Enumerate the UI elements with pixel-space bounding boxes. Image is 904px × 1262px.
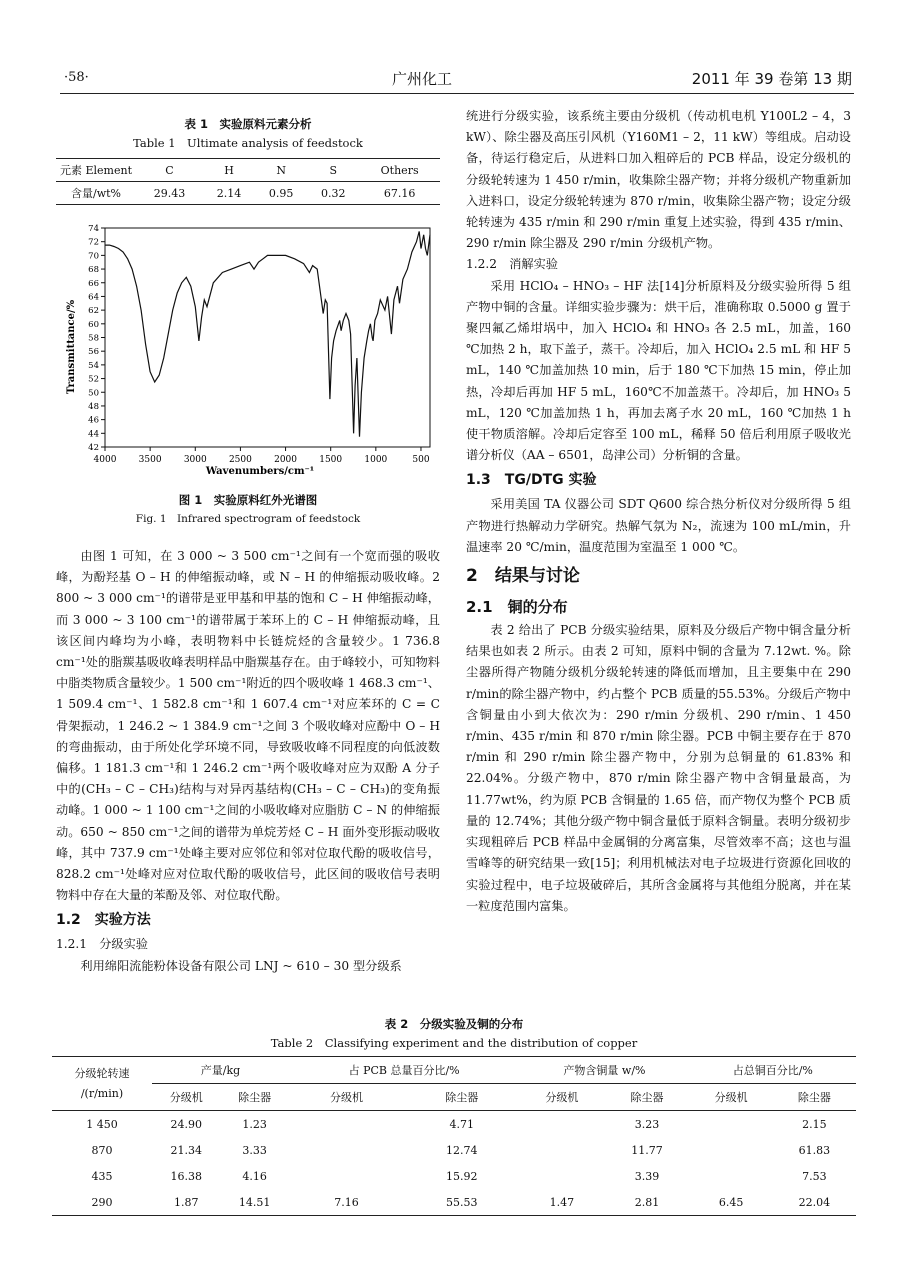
issue-info: 2011 年 39 卷第 13 期 [691,70,852,88]
x-tick-label: 1500 [319,455,343,465]
table2-cell: 3.23 [604,1111,689,1138]
chart-axes [88,224,430,465]
section-heading-1-2: 1.2 实验方法 [56,912,151,929]
table1-caption [56,116,440,151]
section-heading-2-1: 2.1 铜的分布 [466,598,568,617]
x-tick-label: 4000 [93,455,117,465]
table-row [52,1137,856,1163]
body-paragraph: 利用绵阳流能粉体设备有限公司 LNJ ~ 610 – 30 型分级系 [80,958,402,973]
table1-head-cell: H [203,159,255,182]
y-tick-label: 46 [88,415,99,426]
table2-cell: 435 [91,1169,113,1183]
table2-col0-unit: /(r/min) [80,1086,124,1100]
table1-head-cell: S [307,159,359,182]
table2-cell: 1 450 [52,1111,152,1138]
table1-head-cell: Others [359,159,440,182]
y-tick-label: 66 [88,278,99,289]
table2-cell: 4.71 [404,1111,519,1138]
table2-cell: 22.04 [773,1189,856,1216]
table2-sub-header: 分级机 [330,1091,363,1104]
table1-cell: 29.43 [136,182,203,205]
table1-title-cn: 表 1 实验原料元素分析 [184,117,312,131]
table2-cell: 290 [52,1189,152,1216]
table2-group-header: 产量/kg [152,1057,289,1084]
table2-cell [289,1137,404,1163]
table2-cell: 15.92 [445,1169,478,1183]
table-row [52,1111,856,1138]
section-heading-1-3: 1.3 TG/DTG 实验 [466,472,597,489]
table-row [52,1163,856,1189]
figure1-caption-cn: 图 1 实验原料红外光谱图 [178,493,318,507]
table2-sub-header: 分级机 [714,1091,748,1104]
right-column [466,106,851,917]
table2-sub-header: 除尘器 [445,1091,479,1104]
y-tick-label: 62 [88,306,99,317]
table2-title-en: Table 2 Classifying experiment and the distribution of copper [270,1036,638,1050]
table2-cell: 11.77 [631,1143,663,1157]
table2-cell: 21.34 [170,1143,202,1157]
table1-cell: 含量/wt% [56,182,136,205]
y-tick-label: 74 [88,224,99,234]
figure1-caption [56,492,440,526]
table-row [52,1189,856,1216]
table2-cell: 14.51 [220,1189,288,1216]
y-tick-label: 58 [88,333,99,344]
table2-sub-row [52,1084,856,1111]
table1 [56,158,440,205]
x-tick-label: 1000 [364,455,388,465]
table2-cell: 24.90 [152,1111,220,1138]
plot-frame [105,228,430,447]
table2-group-header: 占总铜百分比/% [690,1057,856,1084]
y-tick-label: 50 [88,388,99,399]
table1-header-row [56,159,440,182]
table2-cell [289,1163,404,1189]
ir-spectrum-chart [60,222,440,482]
table2-cell: 2.81 [604,1189,689,1216]
x-tick-label: 2000 [274,455,298,465]
y-tick-label: 56 [88,347,99,358]
table2-col0-title: 分级轮转速 [74,1066,130,1080]
y-tick-label: 68 [88,265,99,276]
body-paragraph: 采用 HClO₄ – HNO₃ – HF 法[14]分析原料及分级实验所得 5 组产物中铜的含量。详细实验步骤为：烘干后，准确称取 0.5000 g 置于聚四氟乙烯坩埚中，加入 HClO₄ 和 HNO₃ 各 2.5 mL，加盖，160 ℃加热 2 h，取下盖子，蒸干。冷却后，加入 HClO₄ 2.5 mL 和 HF 5 mL，140 ℃加盖加热 10 min，后于 180 ℃下加热 15 min，停止加热，冷却后再加 HF 5 mL，160℃不加盖蒸干。冷却后，加 HNO₃ 5 mL，120 ℃加盖加热 1 h，再加去离子水 20 mL，160 ℃加热 1 h 使干物质溶解。冷却后定容至 100 mL，稀释 50 倍后利用原子吸收光谱分析仪（AA – 6501，岛津公司）分析铜的含量。 [466,278,851,463]
table2-cell [289,1111,404,1138]
table2-col0-header [52,1057,152,1111]
y-tick-label: 70 [88,251,99,262]
table2-cell: 1.87 [152,1189,220,1216]
table2-cell: 3.33 [242,1143,267,1157]
y-tick-label: 44 [88,429,99,440]
left-column [56,546,440,977]
header-rule [60,93,854,94]
y-tick-label: 48 [88,401,99,412]
table2-cell: 1.23 [220,1111,288,1138]
body-paragraph: 统进行分级实验，该系统主要由分级机（传动机电机 Y100L2 – 4，3 kW）、除尘器及高压引风机（Y160M1 – 2，11 kW）等组成。启动设备，待运行稳定后，从进料口加入粗碎后的 PCB 样品，设定分级机的分级轮转速为 1 450 r/min，收集除尘器产物；并将分级机产物重新加入进料口，设定分级轮转速为 870 r/min，收集除尘器产物；设定分级轮转速为 435 r/min 和 290 r/min 重复上述实验，得到 435 r/min、290 r/min 除尘器及 290 r/min 分级机产物。 [466,109,851,251]
table2-sub-header: 除尘器 [797,1091,831,1104]
section-heading-2: 2 结果与讨论 [466,566,580,587]
table2-group-header: 产物含铜量 w/% [519,1057,689,1084]
table1-cell: 0.32 [307,182,359,205]
y-tick-label: 64 [88,292,99,303]
journal-name: 广州化工 [392,70,453,88]
table2-cell: 7.53 [802,1169,827,1183]
x-tick-label: 3000 [183,455,207,465]
table2-cell [690,1163,773,1189]
body-paragraph: 采用美国 TA 仪器公司 SDT Q600 综合热分析仪对分级所得 5 组产物进行热解动力学研究。热解气氛为 N₂，流速为 100 mL/min，升温速率 20 ℃/min，温度范围为室温至 1 000 ℃。 [466,497,851,554]
table2-group-row [52,1057,856,1084]
x-axis-label: Wavenumbers/cm⁻¹ [205,466,315,477]
table2-cell: 55.53 [404,1189,519,1216]
y-tick-label: 60 [88,319,99,330]
table1-head-cell: N [255,159,307,182]
table2-cell: 2.15 [773,1111,856,1138]
table1-data-row [56,182,440,205]
spectrum-line [105,231,430,436]
y-tick-label: 42 [88,443,99,453]
table1-head-cell: C [136,159,203,182]
y-axis-label: Transmittance/% [66,299,77,395]
body-paragraph: 由图 1 可知，在 3 000 ~ 3 500 cm⁻¹之间有一个宽而强的吸收峰，为酚羟基 O – H 的伸缩振动峰，或 N – H 的伸缩振动吸收峰。2 800 ~ 3 000 cm⁻¹的谱带是亚甲基和甲基的饱和 C – H 伸缩振动峰，而 3 000 ~ 3 100 cm⁻¹的谱带属于苯环上的 C – H 伸缩振动峰，且该区间内峰均为小峰，表明物料中长链烷烃的含量较少。1 736.8 cm⁻¹处的脂羰基吸收峰表明样品中脂羰基存在。由于峰较小，可知物料中脂类物质含量较少。1 500 cm⁻¹附近的四个吸收峰 1 468.3 cm⁻¹、1 509.4 cm⁻¹、1 582.8 cm⁻¹和 1 607.4 cm⁻¹对应苯环的 C = C 骨架振动，1 246.2 ~ 1 384.9 cm⁻¹之间 3 个吸收峰对应酚中 O – H 的弯曲振动，由于所处化学环境不同，导致吸收峰不同程度的向低波数偏移。1 181.3 cm⁻¹和 1 246.2 cm⁻¹两个吸收峰对应为双酚 A 分子中的(CH₃ – C – CH₃)结构与对异丙基结构(CH₃ – C – CH₃)的变角振动峰。1 000 ~ 1 100 cm⁻¹之间的小吸收峰对应脂肪 C – N 的伸缩振动。650 ~ 850 cm⁻¹之间的谱带为单烷芳烃 C – H 面外变形振动吸收峰，其中 737.9 cm⁻¹处峰主要对应邻位和邻对位取代酚的吸收信号，828.2 cm⁻¹处峰对应对位取代酚的吸收信号，此区间的吸收信号表明物料中存在大量的苯酚及邻、对位取代酚。 [56,549,440,903]
table2-cell: 4.16 [242,1169,267,1183]
table2 [52,1056,856,1216]
table2-sub-header: 分级机 [169,1091,203,1104]
table2-sub-header: 除尘器 [630,1091,664,1104]
y-tick-label: 54 [88,360,99,371]
table2-group-header: 占 PCB 总量百分比/% [289,1057,519,1084]
table2-cell: 870 [91,1143,113,1157]
figure1-caption-en: Fig. 1 Infrared spectrogram of feedstock [135,513,361,525]
table2-sub-header: 分级机 [545,1091,579,1104]
x-tick-label: 500 [412,455,430,465]
x-tick-label: 3500 [138,455,162,465]
section-heading-1-2-2: 1.2.2 消解实验 [466,257,558,272]
table2-cell: 12.74 [445,1143,478,1157]
table2-cell [519,1137,604,1163]
body-paragraph: 表 2 给出了 PCB 分级实验结果，原料及分级后产物中铜含量分析结果也如表 2 所示。由表 2 可知，原料中铜的含量为 7.12wt. %。除尘器所得产物随分级机分级轮转速的降低而增加，且主要集中在 290 r/min的除尘器产物中，约占整个 PCB 质量的55.53%。分级后产物中含铜量由小到大依次为：290 r/min 分级机、290 r/min、1 450 r/min、435 r/min 和 870 r/min 除尘器。PCB 中铜主要存在于 870 r/min 和 290 r/min 除尘器产物中，分别为总铜量的 61.83% 和 22.04%。分级产物中，870 r/min 除尘器产物中含铜量最高，为 11.77wt%，约为原 PCB 含铜量的 1.65 倍，而产物仅为整个 PCB 质量的 12.74%；其他分级产物中铜含量低于原料含铜量。表明分级初步实现粗碎后 PCB 样品中金属铜的分离富集，尽管效率不高；这也与温雪峰等的研究结果一致[15]；利用机械法对电子垃圾进行资源化回收的实验过程中，电子垃圾破碎后，其所含金属将与其他组分脱离，并在某一粒度范围内富集。 [466,623,851,913]
table2-cell: 7.16 [289,1189,404,1216]
table1-cell: 2.14 [203,182,255,205]
table2-cell [690,1111,773,1138]
page-number: ·58· [64,70,89,85]
y-tick-label: 72 [88,237,99,248]
x-tick-label: 2500 [228,455,252,465]
table1-cell: 0.95 [255,182,307,205]
table2-cell: 16.38 [170,1169,202,1183]
table2-cell: 6.45 [690,1189,773,1216]
table2-cell [519,1111,604,1138]
table2-body [52,1111,856,1216]
table2-sub-header: 除尘器 [238,1091,272,1104]
table2-title-cn: 表 2 分级实验及铜的分布 [384,1017,524,1031]
table2-cell: 61.83 [798,1143,831,1157]
section-heading-1-2-1: 1.2.1 分级实验 [56,937,148,952]
table1-cell: 67.16 [359,182,440,205]
table1-head-cell: 元素 Element [56,159,136,182]
page-header [0,68,904,92]
table2-cell [519,1163,604,1189]
table2-cell: 3.39 [634,1169,660,1183]
table2-caption [52,1016,856,1051]
table2-cell [690,1137,773,1163]
table2-cell: 1.47 [519,1189,604,1216]
y-tick-label: 52 [88,374,99,385]
table1-title-en: Table 1 Ultimate analysis of feedstock [133,136,363,150]
